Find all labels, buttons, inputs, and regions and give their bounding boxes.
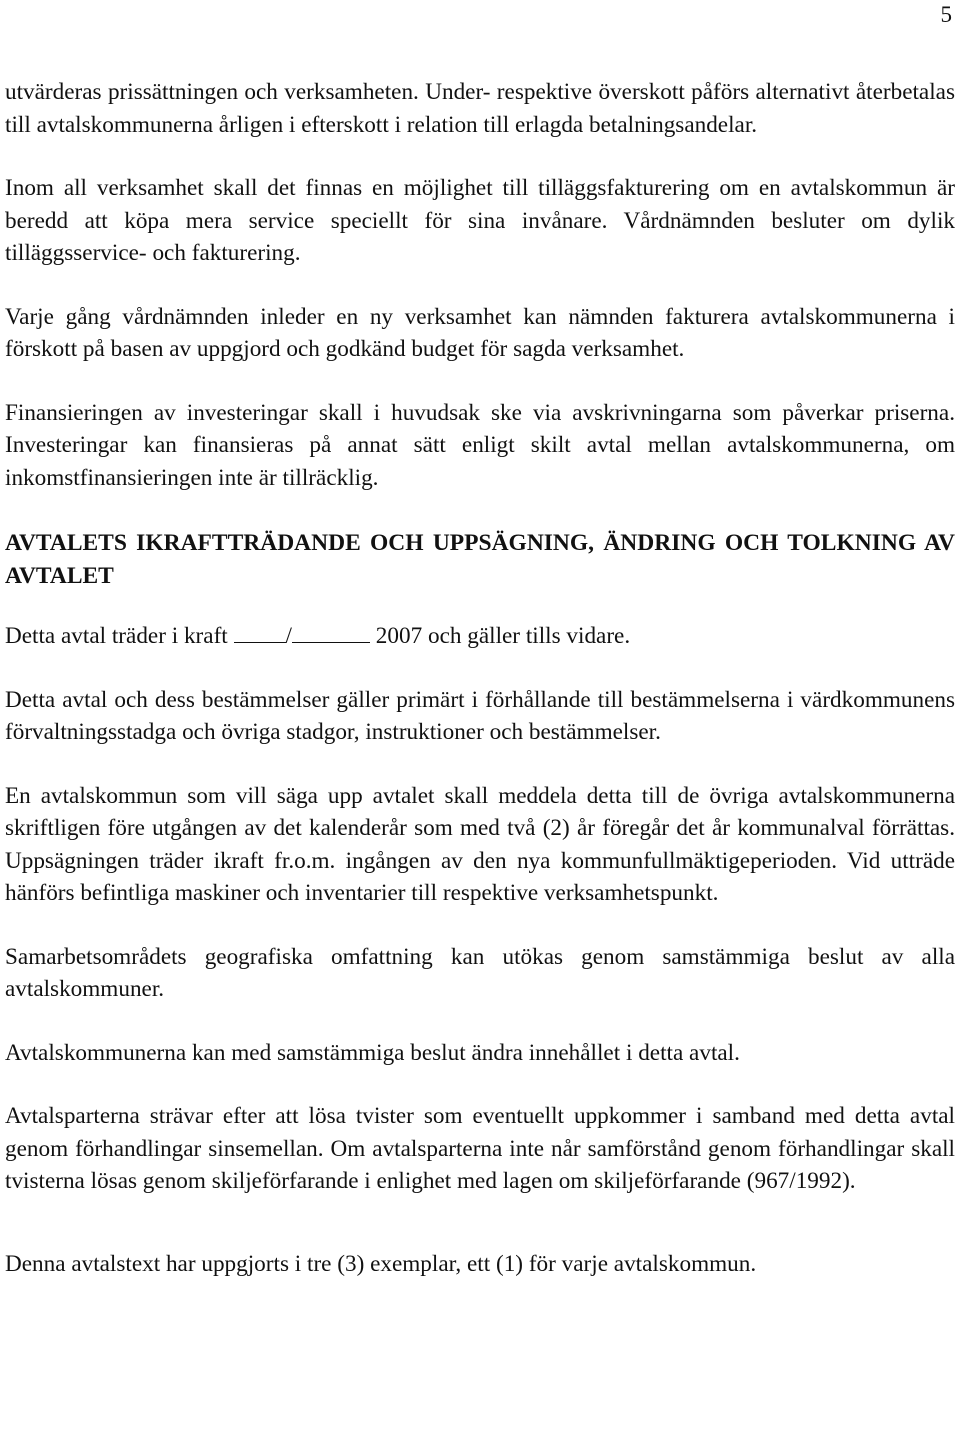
paragraph-geographic-scope: Samarbetsområdets geografiska omfattning kan utökas genom samstämmiga beslut av alla avtalskommuner. — [5, 943, 955, 1002]
date-slash: / — [285, 623, 292, 649]
paragraph-amendment: Avtalskommunerna kan med samstämmiga beslut ändra innehållet i detta avtal. — [5, 1039, 740, 1066]
paragraph-dispute-resolution: Avtalsparterna strävar efter att lösa tvister som eventuellt uppkommer i samband med detta avtal genom förhandlingar sinsemellan. Om avtalsparterna inte når samförstånd genom förhandlingar skall tvisterna lösas genom skiljeförfarande i enlighet med lagen om skiljeförfarande (967/1992). — [5, 1103, 955, 1194]
paragraph-advance-invoicing: Varje gång vårdnämnden inleder en ny verksamhet kan nämnden fakturera avtalskommunerna i förskott på basen av uppgjord och godkänd budget för sagda verksamhet. — [5, 303, 955, 362]
date-blank-month — [292, 620, 370, 643]
date-blank-day — [234, 620, 286, 643]
paragraph-termination: En avtalskommun som vill säga upp avtalet skall meddela detta till de övriga avtalskommunerna skriftligen före utgången av det kalenderår som med två (2) år föregår det år kommunalval förrättas. Uppsägningen träder ikraft fr.o.m. ingången av den nya kommunfullmäktigeperioden. Vid utträde hänförs befintliga maskiner och inventarier till respektive verksamhetspunkt. — [5, 782, 955, 906]
section-heading: AVTALETS IKRAFTTRÄDANDE OCH UPPSÄGNING, ÄNDRING OCH TOLKNING AV AVTALET — [5, 530, 955, 589]
paragraph-pricing-evaluation: utvärderas prissättningen och verksamheten. Under- respektive överskott påförs alternativt återbetalas till avtalskommunerna årligen i efterskott i relation till erlagda betalningsandelar. — [5, 79, 955, 138]
paragraph-investment-financing: Finansieringen av investeringar skall i huvudsak ske via avskrivningarna som påverkar priserna. Investeringar kan finansieras på annat sätt enligt skilt avtal mellan avtalskommunerna, om inkomstfinansieringen inte är tillräcklig. — [5, 399, 955, 491]
page-number: 5 — [940, 2, 952, 27]
effective-date-rest: 2007 och gäller tills vidare. — [375, 623, 631, 649]
paragraph-provisions-priority: Detta avtal och dess bestämmelser gäller primärt i förhållande till bestämmelserna i värdkommunens förvaltningsstadga och övriga stadgor, instruktioner och bestämmelser. — [5, 686, 955, 745]
paragraph-copies: Denna avtalstext har uppgjorts i tre (3) exemplar, ett (1) för varje avtalskommun. — [5, 1250, 757, 1277]
document-body — [5, 76, 955, 1311]
paragraph-additional-invoicing: Inom all verksamhet skall det finnas en möjlighet till tilläggsfakturering om en avtalskommun är beredd att köpa mera service speciellt för sina invånare. Vårdnämnden besluter om dylik tilläggsservice- och fakturering. — [5, 175, 955, 266]
effective-date-text: Detta avtal träder i kraft — [5, 623, 228, 649]
paragraph-effective-date — [5, 620, 955, 653]
